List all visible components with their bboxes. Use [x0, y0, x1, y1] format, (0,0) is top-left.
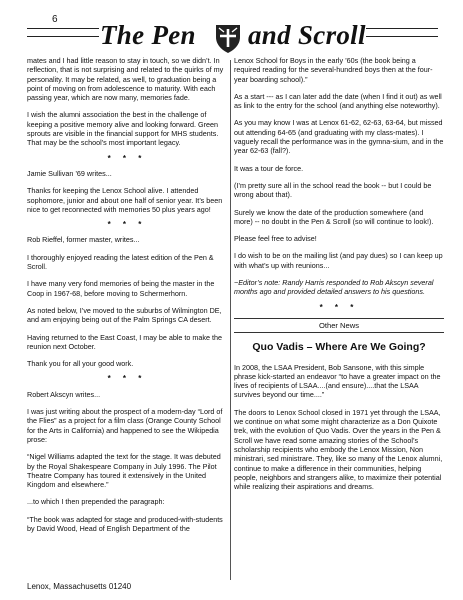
masthead-title-part2: and Scroll: [248, 20, 366, 50]
section-separator: * * *: [319, 302, 359, 312]
right-paragraph-3: As you may know I was at Lenox 61-62, 62-63, 63-64, but missed out attending 64-65 (and graduating with my class-mates). I vaguely recall the performance was in the gymna-sium, and in the year 62-63 (fall?).: [234, 118, 444, 156]
footer-address: Lenox, Massachusetts 01240: [27, 582, 132, 591]
right-paragraph-2: As a start --- as I can later add the date (when I find it out) as well as link to the entry for the school (and anything else noteworthy).: [234, 91, 442, 111]
section-separator: * * *: [107, 374, 147, 384]
left-paragraph-12: I was just writing about the prospect of a modern-day “Lord of the Flies” as a project for a film class (Orange County School for the Arts in California) and happened to see the Wikipedia prose:: [27, 407, 223, 444]
masthead-title-part1: The Pen: [100, 20, 196, 50]
section-separator: * * *: [107, 153, 147, 163]
article-paragraph-1: In 2008, the LSAA President, Bob Sansone, with this simple phrase kick-started an endeavor “to have a greater impact on the lives of recipients of LSAA....(and ensure)....that the LSAA survives beyond our time....”: [234, 362, 441, 400]
left-column: [27, 56, 227, 541]
right-paragraph-4: It was a tour de force.: [234, 163, 304, 173]
right-paragraph-8: I do wish to be on the mailing list (and pay dues) so I can keep up with what’s up with reunions...: [234, 251, 443, 270]
masthead-title: [100, 18, 400, 58]
right-paragraph-1: Lenox School for Boys in the early ’60s (the book being a required reading for the several-hundred boys then at the four-year boarding school).”: [234, 56, 433, 84]
right-column: [234, 56, 444, 499]
left-paragraph-14: ...to which I then prepended the paragraph:: [27, 497, 165, 507]
left-byline-rieffel: Rob Rieffel, former master, writes...: [27, 235, 140, 245]
left-paragraph-10: Thank you for all your good work.: [27, 359, 134, 369]
left-byline-sullivan: Jamie Sullivan ’69 writes...: [27, 168, 112, 178]
editor-note: ~Editor’s note: Randy Harris responded to Rob Akscyn several months ago and provided detailed answers to his questions.: [234, 278, 434, 297]
right-paragraph-6: Surely we know the date of the production somewhere (and more) -- no doubt in the Pen & Scroll (so will continue to look!).: [234, 207, 434, 226]
left-byline-akscyn: Robert Akscyn writes...: [27, 389, 101, 399]
masthead-rule-top-left: [27, 28, 99, 29]
right-paragraph-7: Please feel free to advise!: [234, 234, 317, 244]
page-number: 6: [52, 14, 58, 25]
article-paragraph-2: The doors to Lenox School closed in 1971 yet through the LSAA, we continue on what some might characterize as a Don Quixote trek, with the evolution of Quo Vadis. Over the years in the Pen & Scroll we have read some amazing stories of the School’s scholarship recipients who embody the Lenox Mission, Non ministrari, sed ministrare. They, like so many of the Lenox alumni, continue to make a difference in their communities, helping people, neighbors and strangers alike, to maximize their potential while realizing their aspirations and dreams.: [234, 407, 443, 492]
section-separator: * * *: [107, 220, 147, 230]
left-paragraph-9: Having returned to the East Coast, I may be able to make the reunion next October.: [27, 332, 222, 351]
crest-icon: [212, 22, 244, 54]
masthead: [0, 0, 463, 56]
column-divider: [230, 60, 231, 580]
left-quote-1: “Nigel Williams adapted the text for the stage. It was debuted by the Royal Shakespeare Company in July 1996. The Pilot Theatre Company has toured it extensively in the United Kingdom and elsewhere.”: [27, 452, 221, 490]
right-paragraph-5: (I’m pretty sure all in the school read the book -- but I could be wrong about that).: [234, 180, 432, 200]
other-news-header: Other News: [234, 318, 444, 333]
masthead-rule-bottom-left: [27, 36, 99, 37]
left-quote-2: “The book was adapted for stage and produced-with-students by David Wood, Head of English Department of the: [27, 514, 223, 533]
left-paragraph-6: I thoroughly enjoyed reading the latest edition of the Pen & Scroll.: [27, 252, 214, 272]
left-paragraph-1: mates and I had little reason to stay in touch, so we didn’t. In reflection, that is not surprising and related to the quirks of my personality. It may be related, as well, to graduation being a point of moving on from adolescence to maturity. With each passing year, which are now many, memories fade.: [27, 56, 224, 103]
article-title: Quo Vadis – Where Are We Going?: [252, 341, 426, 354]
left-paragraph-2: I wish the alumni association the best in the challenge of keeping a positive memory alive and looking forward. Green sprouts are visible in the financial support for MHS students. That may be the school’s most important legacy.: [27, 110, 219, 148]
left-paragraph-4: Thanks for keeping the Lenox School alive. I attended sophomore, junior and about one half of senior year. It’s been nice to get reconnected with memories 50 plus years ago!: [27, 186, 223, 214]
left-paragraph-8: As noted below, I’ve moved to the suburbs of Wilmington DE, and am enjoying being out of the Palm Springs CA desert.: [27, 305, 222, 325]
left-paragraph-7: I have many very fond memories of being the master in the Coop in 1967-68, before moving to Schermerhorn.: [27, 279, 215, 298]
